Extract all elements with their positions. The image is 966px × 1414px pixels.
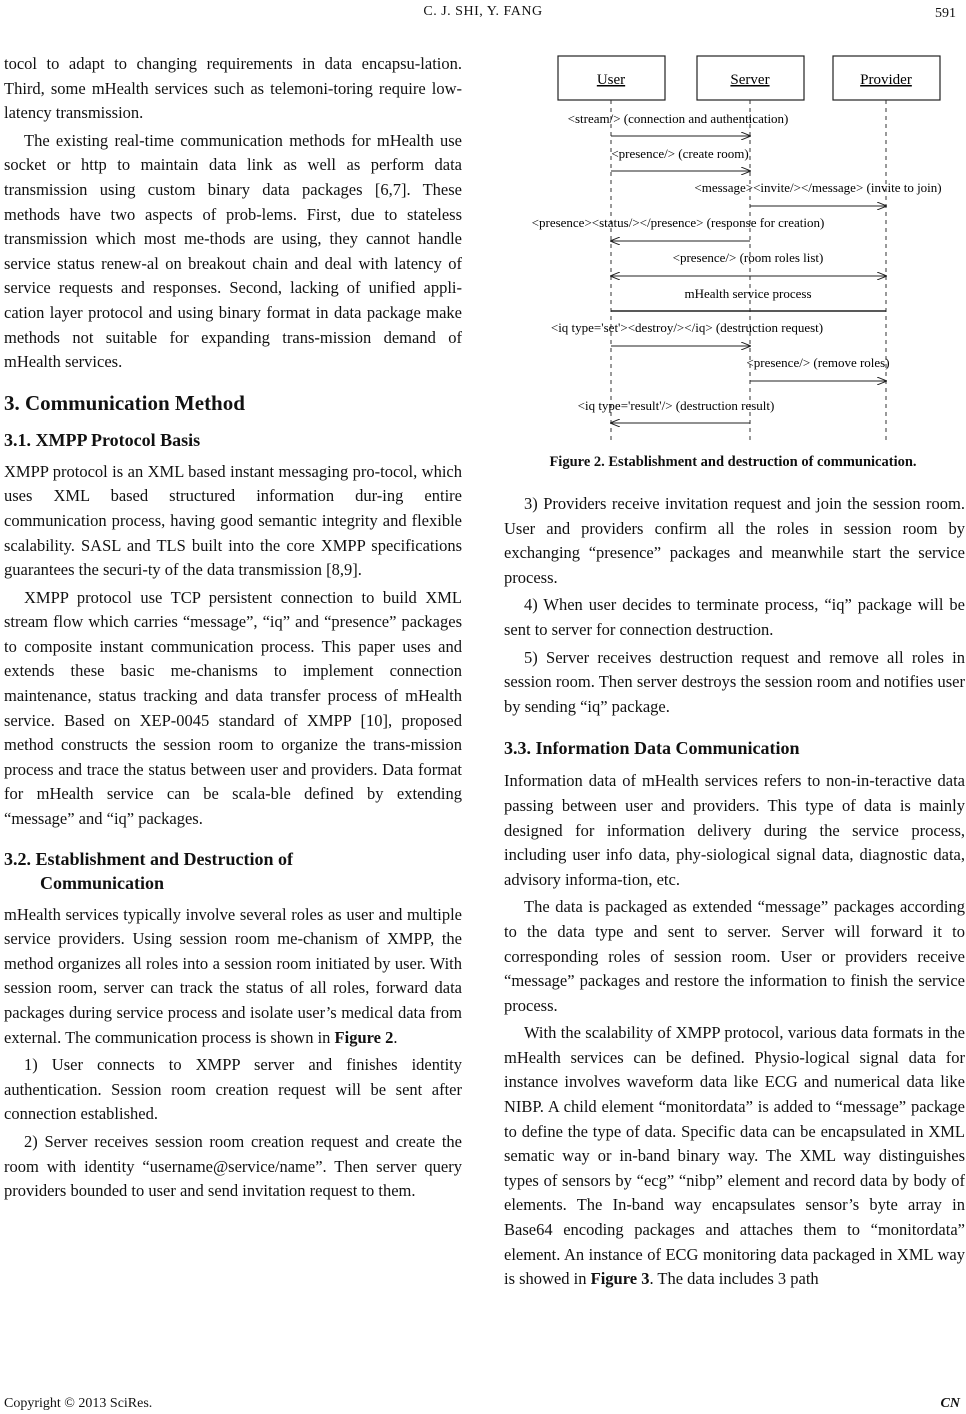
period: . xyxy=(393,1027,398,1047)
paragraph-step-4: 4) When user decides to terminate process, “iq” package will be sent to server for connection destruction. xyxy=(504,595,965,639)
paragraph-establishment-text: mHealth services typically involve several roles as user and multiple service providers. Using session room me-chanism of XMPP, the method organizes all roles into a session room initiated by user. With session room, server can track the status of all roles, forward data packages during service process and isolate user’s medical data from external. The communication process is shown in xyxy=(4,904,462,1047)
figure-2-caption: Figure 2. Establishment and destruction of communication. xyxy=(549,454,917,470)
running-header-authors: C. J. SHI, Y. FANG xyxy=(423,4,543,19)
section-3-3-heading: 3.3. Information Data Communication xyxy=(504,738,800,759)
paragraph-scalability-text: With the scalability of XMPP protocol, various data formats in the mHealth services can be defined. Physio-logical signal data for instance involves waveform data like ECG and numerical data like NIBP. A child element “monitordata” is added to “message” package to define the type of data. Specific data can be encapsulated in XML sematic way or in-band binary way. The XML way distinguishes types of sensors by “ecg” “nibp” element and record data by body of elements. The In-band way encapsulates sensor’s byte array in Base64 encoding packages and attaches them to “monitordata” element. An instance of ECG monitoring data packaged in XML way is showed in xyxy=(504,1023,965,1289)
paragraph-step-5: 5) Server receives destruction request and remove all roles in session room. Then server destroys the session room and notifies user by sending “iq” package. xyxy=(504,647,965,716)
copyright-footer: Copyright © 2013 SciRes. xyxy=(4,1396,153,1411)
paragraph-step-3: 3) Providers receive invitation request and join the session room. User and providers confirm all the roles in session room by exchanging “presence” packages and meanwhile start the service process. xyxy=(504,494,965,587)
sequence-diagram xyxy=(500,42,966,452)
message-label-2: <presence/> (create room) xyxy=(611,146,749,161)
page-number: 591 xyxy=(935,6,956,21)
message-label-1: <stream/> (connection and authentication) xyxy=(567,111,789,126)
left-column xyxy=(4,52,462,1204)
section-3-1-heading: 3.1. XMPP Protocol Basis xyxy=(4,429,201,450)
section-3-2-heading-line2: Communication xyxy=(40,872,165,893)
paragraph-existing-methods: The existing real-time communication methods for mHealth use socket or http to maintain data link as well as perform data transmission using custom binary data packages [6,7]. These methods have two aspects of prob-lems. First, due to stateless transmission which most me-thods are using, they cannot handle service status renew-al on breakout chain and deal with latency of service requests and responses. Second, lacking of unified appli-cation layer protocol and using binary format in data package make methods not suitable for expanding trans-mission demand of mHealth services. xyxy=(4,130,462,372)
paragraph-scalability-end: . The data includes 3 path xyxy=(649,1269,819,1289)
message-label-4: <presence><status/></presence> (response for creation) xyxy=(531,215,825,230)
message-label-9: <iq type='result'/> (destruction result) xyxy=(577,398,775,413)
paragraph-intro-continued: tocol to adapt to changing requirements in data encapsu-lation. Third, some mHealth services such as telemoni-toring require low-latency transmission. xyxy=(4,54,462,123)
lifeline-label-server: Server xyxy=(730,72,770,88)
message-label-3: <message><invite/></message> (invite to join) xyxy=(694,180,942,195)
paragraph-info-data: Information data of mHealth services refers to non-in-teractive data passing between user and providers. This type of data is mainly designed for information delivery during the service process, including user info data, phy-siological signal data, diagnostic data, advisory informa-tion, etc. xyxy=(504,771,965,889)
figure-3-reference[interactable]: Figure 3 xyxy=(590,1269,650,1289)
paragraph-step-2: 2) Server receives session room creation request and create the room with identity “username@service/name”. Then server query providers bounded to user and send invitation request to them. xyxy=(4,1131,462,1201)
section-3-2-heading xyxy=(4,847,462,895)
paragraph-xmpp-tcp: XMPP protocol use TCP persistent connection to build XML stream flow which carries “message”, “iq” and “presence” packages to composite instant communication process. This paper uses and extends these basic me-chanisms to implement connection maintenance, status tracking and data transfer process of mHealth service. Based on XEP-0045 standard of XMPP [10], proposed method constructs the session room to organize the trans-mission process and trace the status between user and providers. Data format for mHealth service can be scala-ble defined by extending “message” and “iq” packages. xyxy=(4,587,462,829)
paragraph-step-1: 1) User connects to XMPP server and finishes identity authentication. Session room creation request will be sent after connection established. xyxy=(4,1055,462,1124)
message-label-7: <iq type='set'><destroy/></iq> (destruction request) xyxy=(550,320,824,335)
section-3-heading: 3. Communication Method xyxy=(4,390,245,415)
lifeline-label-provider: Provider xyxy=(860,72,912,88)
paragraph-xmpp-basis: XMPP protocol is an XML based instant messaging pro-tocol, which uses XML based structured information dur-ing entire communication process, having good semantic integrity and flexible scalability. SASL and TLS built into the core XMPP specifications guarantees the securi-ty of the data transmission [8,9]. xyxy=(4,461,462,580)
journal-abbreviation: CN xyxy=(940,1396,960,1411)
lifeline-label-user: User xyxy=(596,72,626,88)
paragraph-scalability xyxy=(504,1021,965,1292)
paragraph-establishment xyxy=(4,903,462,1051)
message-label-5: <presence/> (room roles list) xyxy=(672,250,824,265)
section-3-2-heading-line1: 3.2. Establishment and Destruction of xyxy=(4,848,294,869)
message-label-8: <presence/> (remove roles) xyxy=(746,355,890,370)
right-column xyxy=(504,492,965,1292)
message-label-6: mHealth service process xyxy=(684,286,812,301)
figure-2-reference[interactable]: Figure 2 xyxy=(334,1027,394,1047)
paragraph-message-packages: The data is packaged as extended “message” packages according to the data type and sent to server. Server will forward it to corresponding roles of session room. User or providers receive “message” packages and restore the information to finish the service process. xyxy=(504,897,965,1015)
